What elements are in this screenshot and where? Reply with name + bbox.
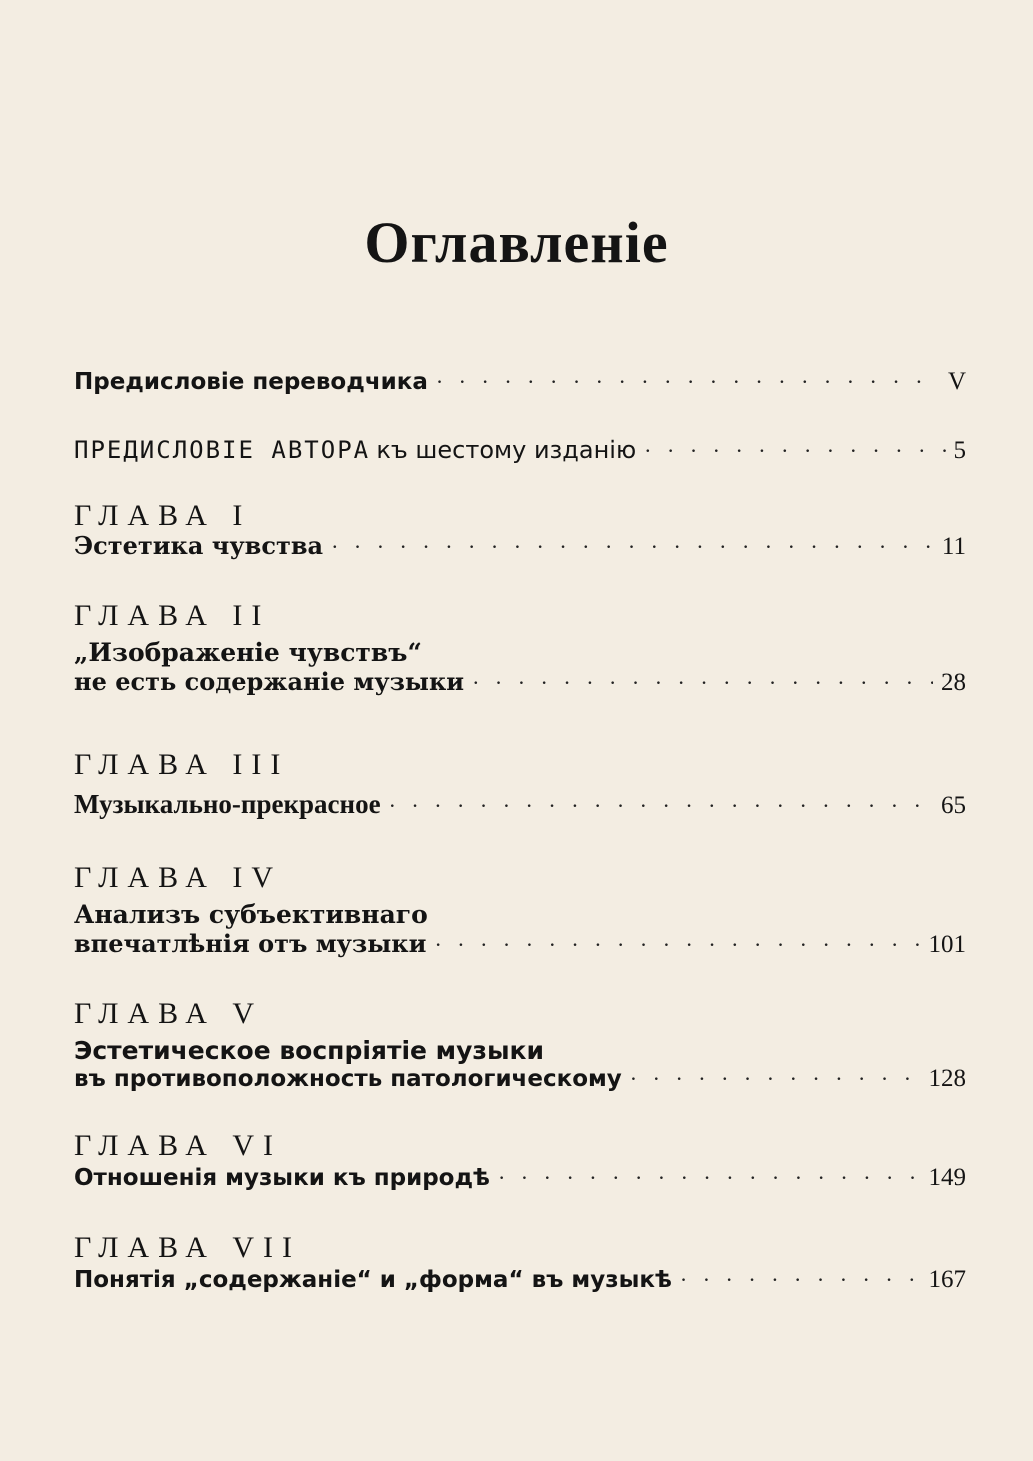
toc-entry-title-line2: въ противоположность патологическому [74, 1066, 622, 1092]
toc-page-number: 149 [928, 1164, 966, 1191]
leader-dots [644, 435, 945, 467]
leader-dots [472, 667, 933, 699]
chapter-label: ГЛАВА I [74, 499, 252, 532]
toc-entry-title: Предисловіе переводчика [74, 369, 428, 395]
toc-entry-ch6 [74, 1162, 966, 1194]
toc-entry-title-line2: впечатлѣнія отъ музыки [74, 929, 427, 958]
chapter-label: ГЛАВА II [74, 599, 271, 632]
leader-dots [331, 531, 934, 563]
toc-entry-title-line1: Анализъ субъективнаго [74, 900, 428, 929]
leader-dots [630, 1063, 921, 1095]
toc-entry-ch2 [74, 666, 966, 699]
toc-page-number: 167 [928, 1266, 966, 1293]
toc-entry-preface-translator [74, 366, 966, 398]
toc-page-number: 128 [928, 1065, 966, 1092]
toc-entry-ch1 [74, 530, 966, 563]
toc-entry-title-caps: ПРЕДИСЛОВІЕ АВТОРА [74, 436, 371, 464]
toc-page-number: 11 [941, 533, 966, 560]
chapter-label: ГЛАВА VI [74, 1129, 283, 1162]
toc-entry-title: Музыкально-прекрасное [74, 789, 381, 819]
toc-page-number: V [947, 368, 966, 395]
leader-dots [680, 1264, 921, 1296]
toc-page-number: 28 [941, 669, 966, 696]
toc-page-number: 5 [953, 437, 966, 464]
leader-dots [498, 1162, 921, 1194]
chapter-label: ГЛАВА III [74, 748, 290, 781]
toc-page-number: 65 [941, 792, 966, 819]
toc-entry-ch7 [74, 1264, 966, 1296]
toc-entry-ch3 [74, 788, 966, 822]
toc-entry-title: Понятія „содержаніе“ и „форма“ въ музыкѣ [74, 1267, 672, 1293]
toc-entry-preface-author [74, 434, 966, 467]
page-title: Оглавленіе [364, 210, 669, 275]
leader-dots [436, 366, 940, 398]
chapter-label: ГЛАВА IV [74, 861, 283, 894]
leader-dots [389, 790, 933, 822]
leader-dots [434, 929, 920, 961]
toc-entry-title-line1: „Изображеніе чувствъ“ [74, 638, 422, 667]
toc-entry-title: Отношенія музыки къ природѣ [74, 1165, 490, 1191]
toc-entry-ch5 [74, 1063, 966, 1095]
toc-entry-ch4 [74, 928, 966, 961]
toc-entry-title: Эстетика чувства [74, 531, 324, 560]
toc-entry-title-rest: къ шестому изданію [376, 436, 637, 464]
toc-entry-title-line2: не есть содержаніе музыки [74, 667, 465, 696]
toc-page-number: 101 [928, 931, 966, 958]
chapter-label: ГЛАВА VII [74, 1231, 302, 1264]
toc-entry-title-line1: Эстетическое воспріятіе музыки [74, 1036, 545, 1065]
toc-entry-title [74, 434, 636, 467]
chapter-label: ГЛАВА V [74, 997, 264, 1030]
